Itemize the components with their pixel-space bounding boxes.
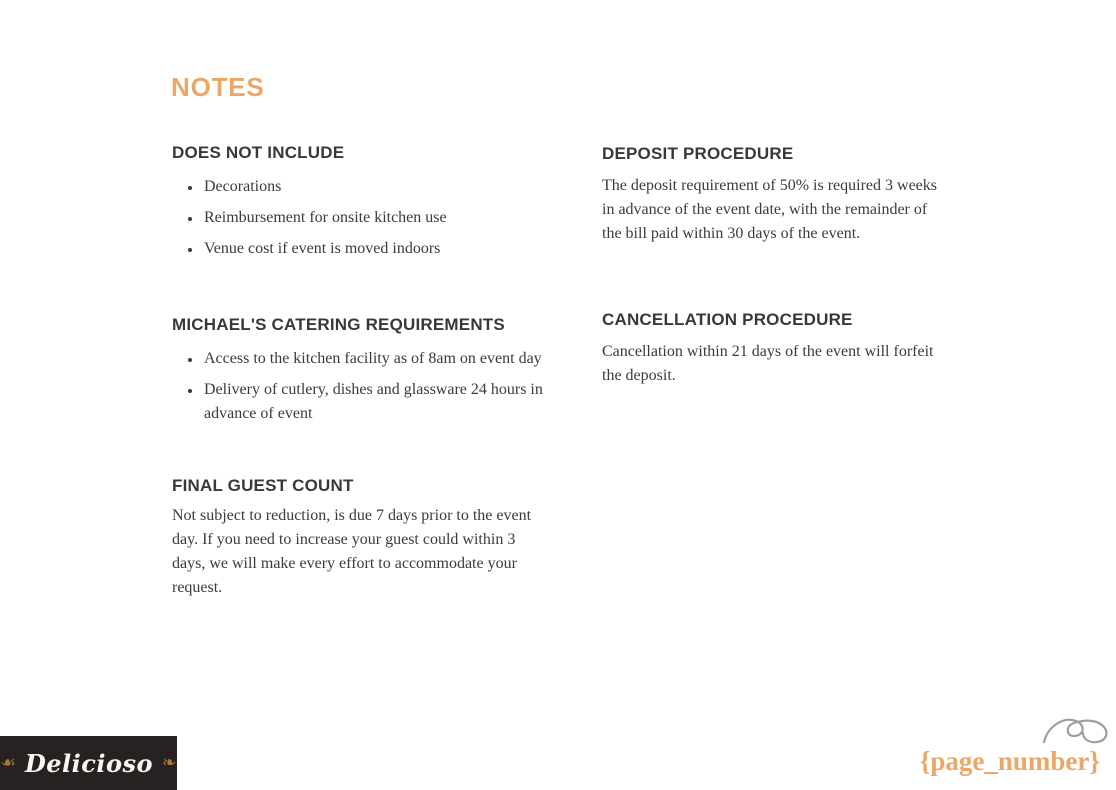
list-item: • Venue cost if event is moved indoors bbox=[202, 237, 547, 261]
swirl-flourish-icon bbox=[1040, 712, 1110, 748]
right-column bbox=[602, 144, 942, 388]
list-item: • Delivery of cutlery, dishes and glassware 24 hours in advance of event bbox=[202, 378, 547, 426]
page-title: NOTES bbox=[171, 72, 265, 102]
section-paragraph: The deposit requirement of 50% is required 3 weeks in advance of the event date, with the remainder of the bill paid within 30 days of the event. bbox=[602, 177, 938, 242]
page-number-placeholder: {page_number} bbox=[919, 746, 1100, 776]
section-does-not-include bbox=[172, 143, 547, 261]
left-column bbox=[172, 143, 547, 600]
list-item: • Reimbursement for onsite kitchen use bbox=[202, 206, 547, 230]
floral-ornament-right-icon: ❧ bbox=[162, 752, 177, 773]
section-paragraph: Cancellation within 21 days of the event will forfeit the deposit. bbox=[602, 343, 934, 384]
section-catering-requirements bbox=[172, 315, 547, 426]
list-item: • Access to the kitchen facility as of 8am on event day bbox=[202, 347, 547, 371]
bullet-list bbox=[172, 347, 547, 426]
section-heading: CANCELLATION PROCEDURE bbox=[602, 310, 853, 329]
section-cancellation-procedure bbox=[602, 310, 942, 388]
list-item: • Decorations bbox=[202, 175, 547, 199]
section-deposit-procedure bbox=[602, 144, 942, 246]
section-paragraph: Not subject to reduction, is due 7 days prior to the event day. If you need to increase your guest could within 3 days, we will make every effort to accommodate your request. bbox=[172, 507, 532, 596]
bullet-list bbox=[172, 175, 547, 261]
section-heading: DOES NOT INCLUDE bbox=[172, 143, 345, 162]
brand-badge bbox=[0, 736, 177, 790]
brand-logo-text: Delicioso bbox=[24, 748, 154, 778]
floral-ornament-left-icon: ☙ bbox=[0, 752, 16, 773]
section-heading: DEPOSIT PROCEDURE bbox=[602, 144, 794, 163]
section-final-guest-count bbox=[172, 476, 547, 600]
section-heading: MICHAEL'S CATERING REQUIREMENTS bbox=[172, 315, 505, 334]
section-heading: FINAL GUEST COUNT bbox=[172, 476, 354, 495]
